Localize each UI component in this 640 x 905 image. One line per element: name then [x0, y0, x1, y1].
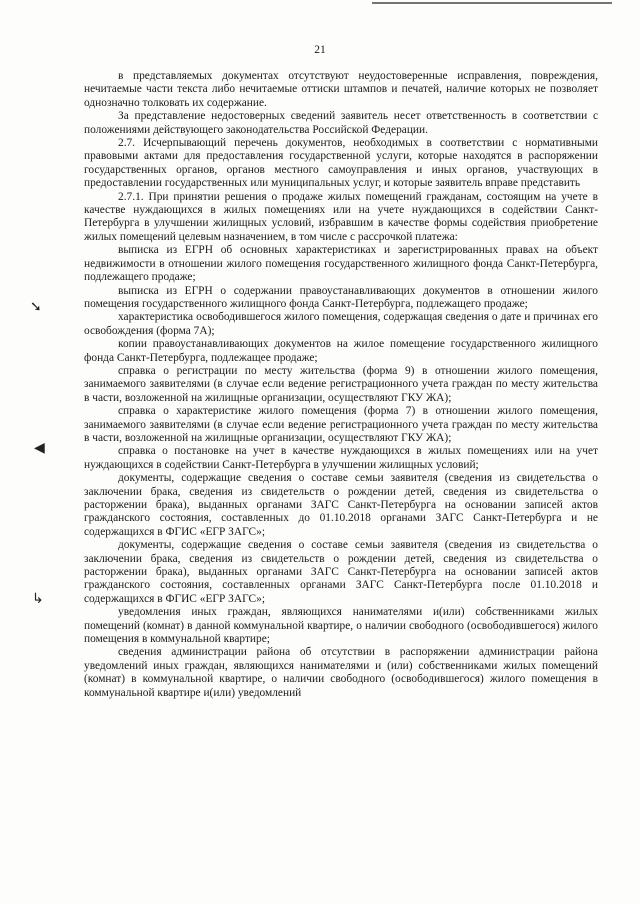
margin-arrow-mark: ➘	[30, 299, 42, 315]
list-item: справка о регистрации по месту жительства (форма 9) в отношении жилого помещения, занимаемого заявителями (в случае если ведение регистрационного учета граждан по месту жительства в части, возложенной на жилищные организации, осуществляют ГКУ ЖА);	[84, 364, 598, 404]
list-item: сведения администрации района об отсутствии в распоряжении администрации района уведомлений иных граждан, являющихся нанимателями и (или) собственниками жилых помещений (комнат) в коммунальной квартире, о наличии свободного (освободившегося) жилого помещения в коммунальной квартире и(или) уведомлений	[84, 646, 598, 699]
scan-edge-line	[372, 2, 612, 4]
paragraph: За представление недостоверных сведений заявитель несет ответственность в соответствии с положениями действующего законодательства Российской Федерации.	[84, 110, 598, 136]
page-number: 21	[314, 44, 326, 56]
list-item: документы, содержащие сведения о составе семьи заявителя (сведения из свидетельства о заключении брака, сведения из свидетельств о рождении детей, сведения из свидетельства о расторжении брака), выданных органами ЗАГС Санкт-Петербурга на основании записей актов гражданского состояния, составленных до 01.10.2018 органами ЗАГС Санкт-Петербурга и не содержащихся в ФГИС «ЕГР ЗАГС»;	[84, 472, 598, 538]
list-item: уведомления иных граждан, являющихся нанимателями и(или) собственниками жилых помещений (комнат) в данной коммунальной квартире, о наличии свободного (освободившегося) жилого помещения в коммунальной квартире;	[84, 606, 598, 646]
paragraph-2-7-1: 2.7.1. При принятии решения о продаже жилых помещений гражданам, состоящим на учете в качестве нуждающихся в жилых помещениях или на учете нуждающихся в содействии Санкт-Петербурга в улучшении жилищных условий, избравшим в качестве формы содействия приобретение жилых помещений целевым назначением, в том числе с рассрочкой платежа:	[84, 190, 598, 243]
list-item: характеристика освободившегося жилого помещения, содержащая сведения о дате и причинах его освобождения (форма 7А);	[84, 311, 598, 337]
list-item: справка о постановке на учет в качестве нуждающихся в жилых помещениях или на учет нуждающихся в содействии Санкт-Петербурга в улучшении жилищных условий;	[84, 445, 598, 471]
margin-arrow-mark: ◀	[34, 440, 45, 456]
section-heading-2-7: 2.7. Исчерпывающий перечень документов, необходимых в соответствии с нормативными правовыми актами для предоставления государственной услуги, которые находятся в распоряжении государственных органов, органов местного самоуправления и иных органов, участвующих в предоставлении государственных или муниципальных услуг, и которые заявитель вправе представить	[84, 137, 598, 190]
list-item: выписка из ЕГРН о содержании правоустанавливающих документов в отношении жилого помещения государственного жилищного фонда Санкт-Петербурга, подлежащего продаже;	[84, 284, 598, 310]
list-item: справка о характеристике жилого помещения (форма 7) в отношении жилого помещения, занимаемого заявителями (в случае если ведение регистрационного учета граждан по месту жительства в части, возложенной на жилищные организации, осуществляют ГКУ ЖА);	[84, 405, 598, 444]
list-item: документы, содержащие сведения о составе семьи заявителя (сведения из свидетельства о заключении брака, сведения из свидетельств о рождении детей, сведения из свидетельства о расторжении брака), выданных органами ЗАГС Санкт-Петербурга на основании записей актов гражданского состояния, составленных органами ЗАГС Санкт-Петербурга после 01.10.2018 и содержащихся в ФГИС «ЕГР ЗАГС»;	[84, 539, 598, 605]
document-body	[84, 70, 598, 700]
list-item: выписка из ЕГРН об основных характеристиках и зарегистрированных правах на объект недвижимости в отношении жилого помещения государственного жилищного фонда Санкт-Петербурга, подлежащего продаже;	[84, 244, 598, 284]
list-item: копии правоустанавливающих документов на жилое помещение государственного жилищного фонда Санкт-Петербурга, подлежащее продаже;	[84, 338, 598, 364]
paragraph: в представляемых документах отсутствуют неудостоверенные исправления, повреждения, нечитаемые части текста либо нечитаемые оттиски штампов и печатей, наличие которых не позволяет однозначно толковать их содержание.	[84, 70, 598, 109]
margin-arrow-mark: ↳	[32, 591, 44, 607]
